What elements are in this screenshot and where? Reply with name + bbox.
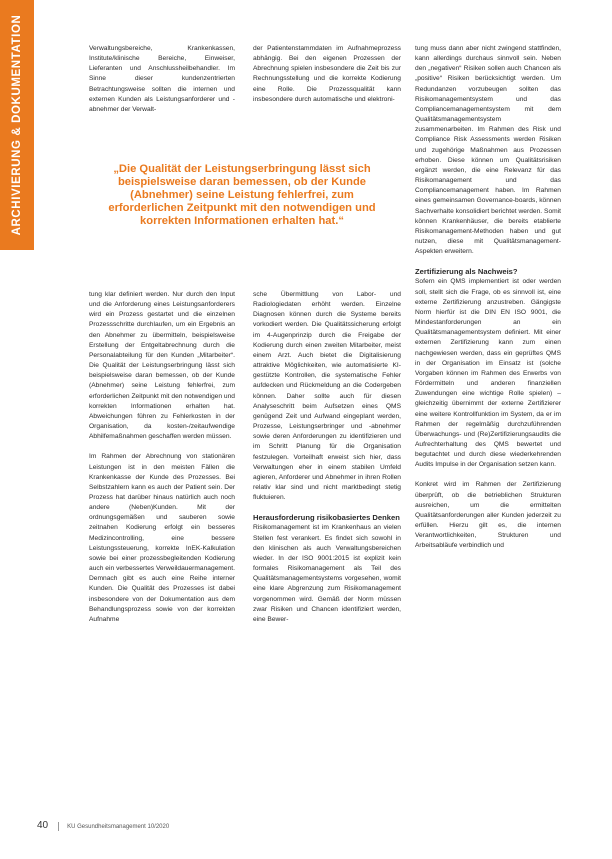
- paragraph: sche Übermittlung von Labor- und Radiologiedaten erhöht werden. Einzelne Diagnosen können durch die Systeme bereits vorkodiert werden. Die Qualitätssicherung erfolgt im 4-Augenprinzip durch die Freigabe der Kodierung durch einen zweiten Mitarbeiter, meist einem Arzt. Auch bietet die Digitalisierung attraktive Möglichkeiten, wie automatisierte KI-gestützte Kontrollen, die systematische Fehler aufdecken und Rückmeldung an die Codergeben können. Daher sollte auch für diesen Analyseschritt beim Aufsetzen eines QMS genügend Zeit und Aufwand eingeplant werden, Prozesse, Leistungserbringer und -abnehmer sowie deren Anforderungen zu identifizieren und im Schritt Planung für die Organisation festzulegen. Vorteilhaft erweist sich hier, dass Verwaltungen eher in einem stabilen Umfeld agieren, Anforderer und Abnehmer in ihren Rollen relativ klar sind und nicht marktbedingt stetig fluktuieren.: [253, 291, 401, 502]
- column-2-bottom: [253, 290, 401, 625]
- section-heading: Zertifizierung als Nachweis?: [415, 267, 518, 277]
- paragraph: tung muss dann aber nicht zwingend stattfinden, kann allerdings durchaus sinnvoll sein. Neben den „negativen“ Risiken sollen auch Chancen als „positive“ Risiken berücksichtigt werden. Um Redundanzen vorzubeugen sollten das Risikomanagementsystem und das Compliancemanagementsystem mit dem Qualitätsmanagementsystem zusammenarbeiten. Im Rahmen des Risk und Compliance Risk Assessments werden Risiken und zugehörige Maßnahmen aus Prozessen erhoben. Diese können um Qualitätsrisiken ergänzt werden, die eine Relevanz für das Risikomanagement und das Compliancemanagement haben. Im Rahmen eines gemeinsamen Governance-boards, können Sachverhalte konsolidiert berichtet werden. Somit können Krankenhäuser, die bereits etablierte Risikomanagement-Methoden haben und gut nutzen, diese mit Qualitätsmanagement-Aspekten erweitern.: [415, 45, 561, 256]
- paragraph: der Patientenstammdaten im Aufnahmeprozess abhängig. Bei den eigenen Prozessen der Abrechnung spielen insbesondere die Zeit bis zur Rechnungsstellung und die korrekte Kodierung eine Rolle. Die Prozessqualität kann insbesondere durch automatische und elektroni-: [253, 45, 401, 103]
- section-heading: Herausforderung risikobasiertes Denken: [253, 513, 400, 523]
- section-sidebar: [0, 0, 34, 250]
- column-2-top: [253, 44, 401, 105]
- paragraph: Risikomanagement ist im Krankenhaus an vielen Stellen fest verankert. Es findet sich sowohl in den klinischen als auch Verwaltungsbereichen wieder. In der ISO 9001:2015 ist explizit kein formales Risikomanagement als Teil des Qualitätsmanagementsystems vorgesehen, womit eine klare Abgrenzung zum Risikomanagement vorgenommen wird. Gemäß der Norm müssen zwar Risiken und Chancen identifiziert werden, eine Bewer-: [253, 524, 401, 623]
- column-3: [415, 44, 561, 552]
- paragraph: Verwaltungsbereiche, Krankenkassen, Institute/klinische Bereiche, Einweiser, Lieferanten und Anschlussheilbehandler. Im Sinne dieser kundenzentrierten Betrachtungsweise sollten die internen und externen Kunden als Leistungsanforderer und -abnehmer der Verwalt-: [89, 45, 235, 113]
- paragraph: Konkret wird im Rahmen der Zertifizierung überprüft, ob die betrieblichen Strukturen ausreichen, um die ermittelten Qualitätsanforderungen aller Kunden jederzeit zu erfüllen. Hierzu gilt es, die internen Verantwortlichkeiten, Strukturen und Arbeitsabläufe verbindlich und: [415, 481, 561, 550]
- column-1-top: [89, 44, 235, 115]
- column-1-bottom: [89, 290, 235, 625]
- publication-name: KU Gesundheitsmanagement 10/2020: [67, 824, 170, 830]
- paragraph: Sofern ein QMS implementiert ist oder werden soll, stellt sich die Frage, ob es sinnvoll ist, eine externe Zertifizierung anzustreben. Gängigste Norm hierfür ist die DIN EN ISO 9001, die Mindestanforderungen an ein Qualitätsmanagementsystem definiert. Mit einer externen Zertifizierung kann zum einen nachgewiesen werden, dass ein geprüftes QMS in der Organisation im Einsatz ist (solche Vorgaben können im Rahmen des Erwerbs von Fördermitteln und anderen finanziellen Zuwendungen eine wichtige Rolle spielen) – gleichzeitig übernimmt der externe Zertifizierer eine weitere Kontrollfunktion im System, da er im Rahmen der regelmäßig durchzuführenden Überwachungs- und (Re)Zertifizierungsaudits die Aufrechterhaltung des QMS bewertet und begutachtet und durch diese wiederkehrenden Audits Impulse in der Organisation setzen kann.: [415, 278, 561, 469]
- page-footer: [37, 820, 169, 832]
- paragraph: Im Rahmen der Abrechnung von stationären Leistungen ist in den meisten Fällen die Krankenkasse der Kunde des Prozesses. Bei Selbstzahlern kann es auch der Patient sein. Der Prozess hat darüber hinaus natürlich auch noch andere (Neben)Kunden. Mit der ordnungsgemäßen und sauberen sowie zeitnahen Kodierung erfolgt ein besseres Medizincontrolling, eine bessere Leistungssteuerung, korrekte InEK-Kalkulation sowie bei einer prozessbegleitenden Kodierung auch ein verbessertes Verweildauermanagement. Demnach gibt es auch eine Reihe interner Kunden. Die Qualität des Prozesses ist dabei insbesondere von der Dokumentation aus dem Behandlungsprozess sowie von der korrekten Aufnahme: [89, 453, 235, 623]
- paragraph: tung klar definiert werden. Nur durch den Input und die Anforderung eines Leistungsanforderers wird ein Prozess gestartet und die einzelnen Prozessschritte durchlaufen, um ein Ergebnis an den Abnehmer zu übermitteln, beispielsweise Erstellung der Entgeltabrechnung durch die Personalabteilung für den Kunden „Mitarbeiter“. Die Qualität der Leistungserbringung lässt sich beispielsweise daran bemessen, ob der Kunde (Abnehmer) seine Leistung fehlerfrei, zum erforderlichen Zeitpunkt mit den notwendigen und korrekten Informationen erhalten hat. Abweichungen führen zu Fehlerkosten in der Organisation, da kosten-/zeitaufwendige Abhilfemaßnahmen geschaffen werden müssen.: [89, 291, 235, 441]
- pull-quote: „Die Qualität der Leistungserbringung lässt sich beispielsweise daran bemessen, ob der Kunde (Abnehmer) seine Leistung fehlerfrei, zum erforderlichen Zeitpunkt mit den notwendigen und korrekten Informationen erhalten hat.“: [108, 163, 376, 228]
- section-label: ARCHIVIERUNG & DOKUMENTATION: [11, 14, 23, 236]
- footer-divider: [58, 822, 59, 831]
- page-number: 40: [37, 820, 49, 831]
